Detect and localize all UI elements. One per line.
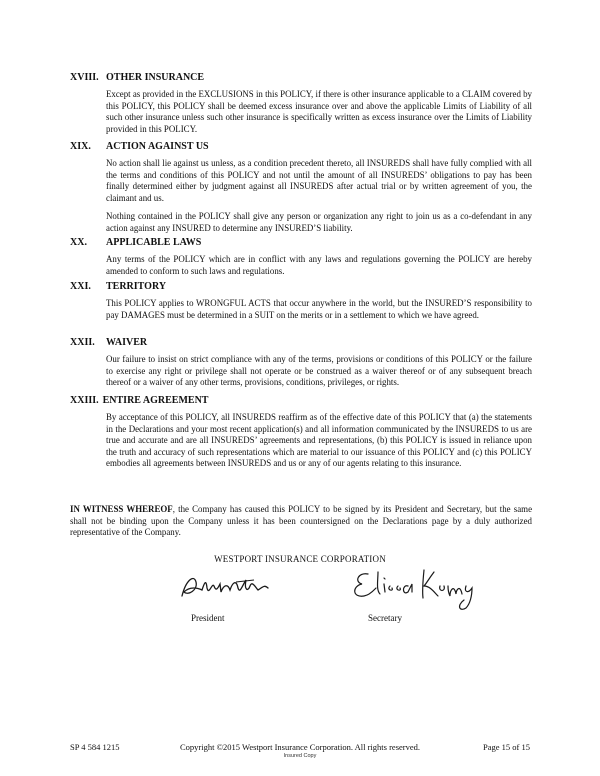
- section-heading: [70, 71, 532, 84]
- section-title: ACTION AGAINST US: [106, 141, 209, 152]
- section-number: XVIII.: [70, 72, 99, 83]
- secretary-signature: [350, 560, 480, 615]
- form-number: SP 4 584 1215: [70, 742, 120, 752]
- section-applicable-laws: [70, 236, 532, 277]
- section-title: TERRITORY: [106, 281, 167, 292]
- section-number: XIX.: [70, 141, 91, 152]
- section-paragraph: Any terms of the POLICY which are in conflict with any laws and regulations governing the POLICY are hereby amended to conform to such laws and regulations.: [106, 254, 532, 276]
- section-other-insurance: [70, 71, 532, 135]
- section-title: WAIVER: [106, 337, 148, 348]
- section-action-against-us: [70, 140, 532, 234]
- section-entire-agreement: [70, 394, 532, 470]
- copyright: Copyright ©2015 Westport Insurance Corporation. All rights reserved.: [179, 742, 421, 752]
- president-label: President: [191, 613, 225, 623]
- section-paragraph: Our failure to insist on strict compliance with any of the terms, provisions or conditions of this POLICY or the failure to exercise any right or privilege shall not operate or be construed as a waiver thereof or of any subsequent breach thereof or a waiver of any other terms, provisions, conditions, privileges, or rights.: [106, 354, 532, 387]
- witness-text: , the Company has caused this POLICY to be signed by its President and Secretary, but the same shall not be binding upon the Company unless it has been countersigned on the Declarations page by a duly authorized representative of the Company.: [70, 504, 533, 537]
- section-title: ENTIRE AGREEMENT: [102, 395, 209, 406]
- president-signature: [176, 566, 276, 608]
- section-paragraph: Except as provided in the EXCLUSIONS in this POLICY, if there is other insurance applicable to a CLAIM covered by this POLICY, this POLICY shall be deemed excess insurance over and above the applicable Limits of Liability of all such other insurance unless such other insurance is specifically written as excess insurance over the Limits of Liability provided in this POLICY.: [106, 89, 532, 134]
- section-paragraph: This POLICY applies to WRONGFUL ACTS that occur anywhere in the world, but the INSURED’S responsibility to pay DAMAGES must be determined in a SUIT on the merits or in a settlement to which we have agreed.: [106, 298, 532, 320]
- section-number: XXII.: [70, 337, 95, 348]
- witness-lead: IN WITNESS WHEREOF: [70, 504, 173, 514]
- section-heading: [70, 336, 532, 349]
- section-heading: [70, 236, 532, 249]
- section-title: APPLICABLE LAWS: [106, 237, 202, 248]
- section-paragraph: By acceptance of this POLICY, all INSUREDS reaffirm as of the effective date of this POLICY that (a) the statements in the Declarations and your most recent application(s) and all information communicated by the INSUREDS to us are true and accurate and are all INSUREDS’ agreements and representations, (b) this POLICY is issued in reliance upon the truth and accuracy of such representations which are material to our issuance of this POLICY and (c) this POLICY embodies all agreements between INSUREDS and us or any of our agents relating to this insurance.: [106, 412, 532, 468]
- section-title: OTHER INSURANCE: [106, 72, 205, 83]
- secretary-label: Secretary: [368, 613, 402, 623]
- company-name: WESTPORT INSURANCE CORPORATION: [214, 554, 386, 564]
- section-paragraph: No action shall lie against us unless, as a condition precedent thereto, all INSUREDS shall have fully complied with all the terms and conditions of this POLICY and not until the amount of all INSUREDS’ obligations to pay has been finally determined either by judgment against all INSUREDS after actual trial or by written agreement of you, the claimant and us.: [106, 158, 532, 203]
- section-heading: [70, 140, 532, 153]
- section-heading: [70, 280, 532, 293]
- section-number: XXI.: [70, 281, 91, 292]
- section-territory: [70, 280, 532, 321]
- section-heading: [70, 394, 532, 407]
- witness-paragraph: [70, 504, 532, 539]
- page-number: Page 15 of 15: [483, 742, 530, 752]
- section-number: XXIII.: [70, 395, 99, 406]
- insured-copy-stamp: Insured Copy: [283, 753, 317, 759]
- section-number: XX.: [70, 237, 87, 248]
- section-waiver: [70, 336, 532, 389]
- section-paragraph: Nothing contained in the POLICY shall give any person or organization any right to join us as a co-defendant in any action against any INSURED to determine any INSURED’S liability.: [106, 211, 532, 233]
